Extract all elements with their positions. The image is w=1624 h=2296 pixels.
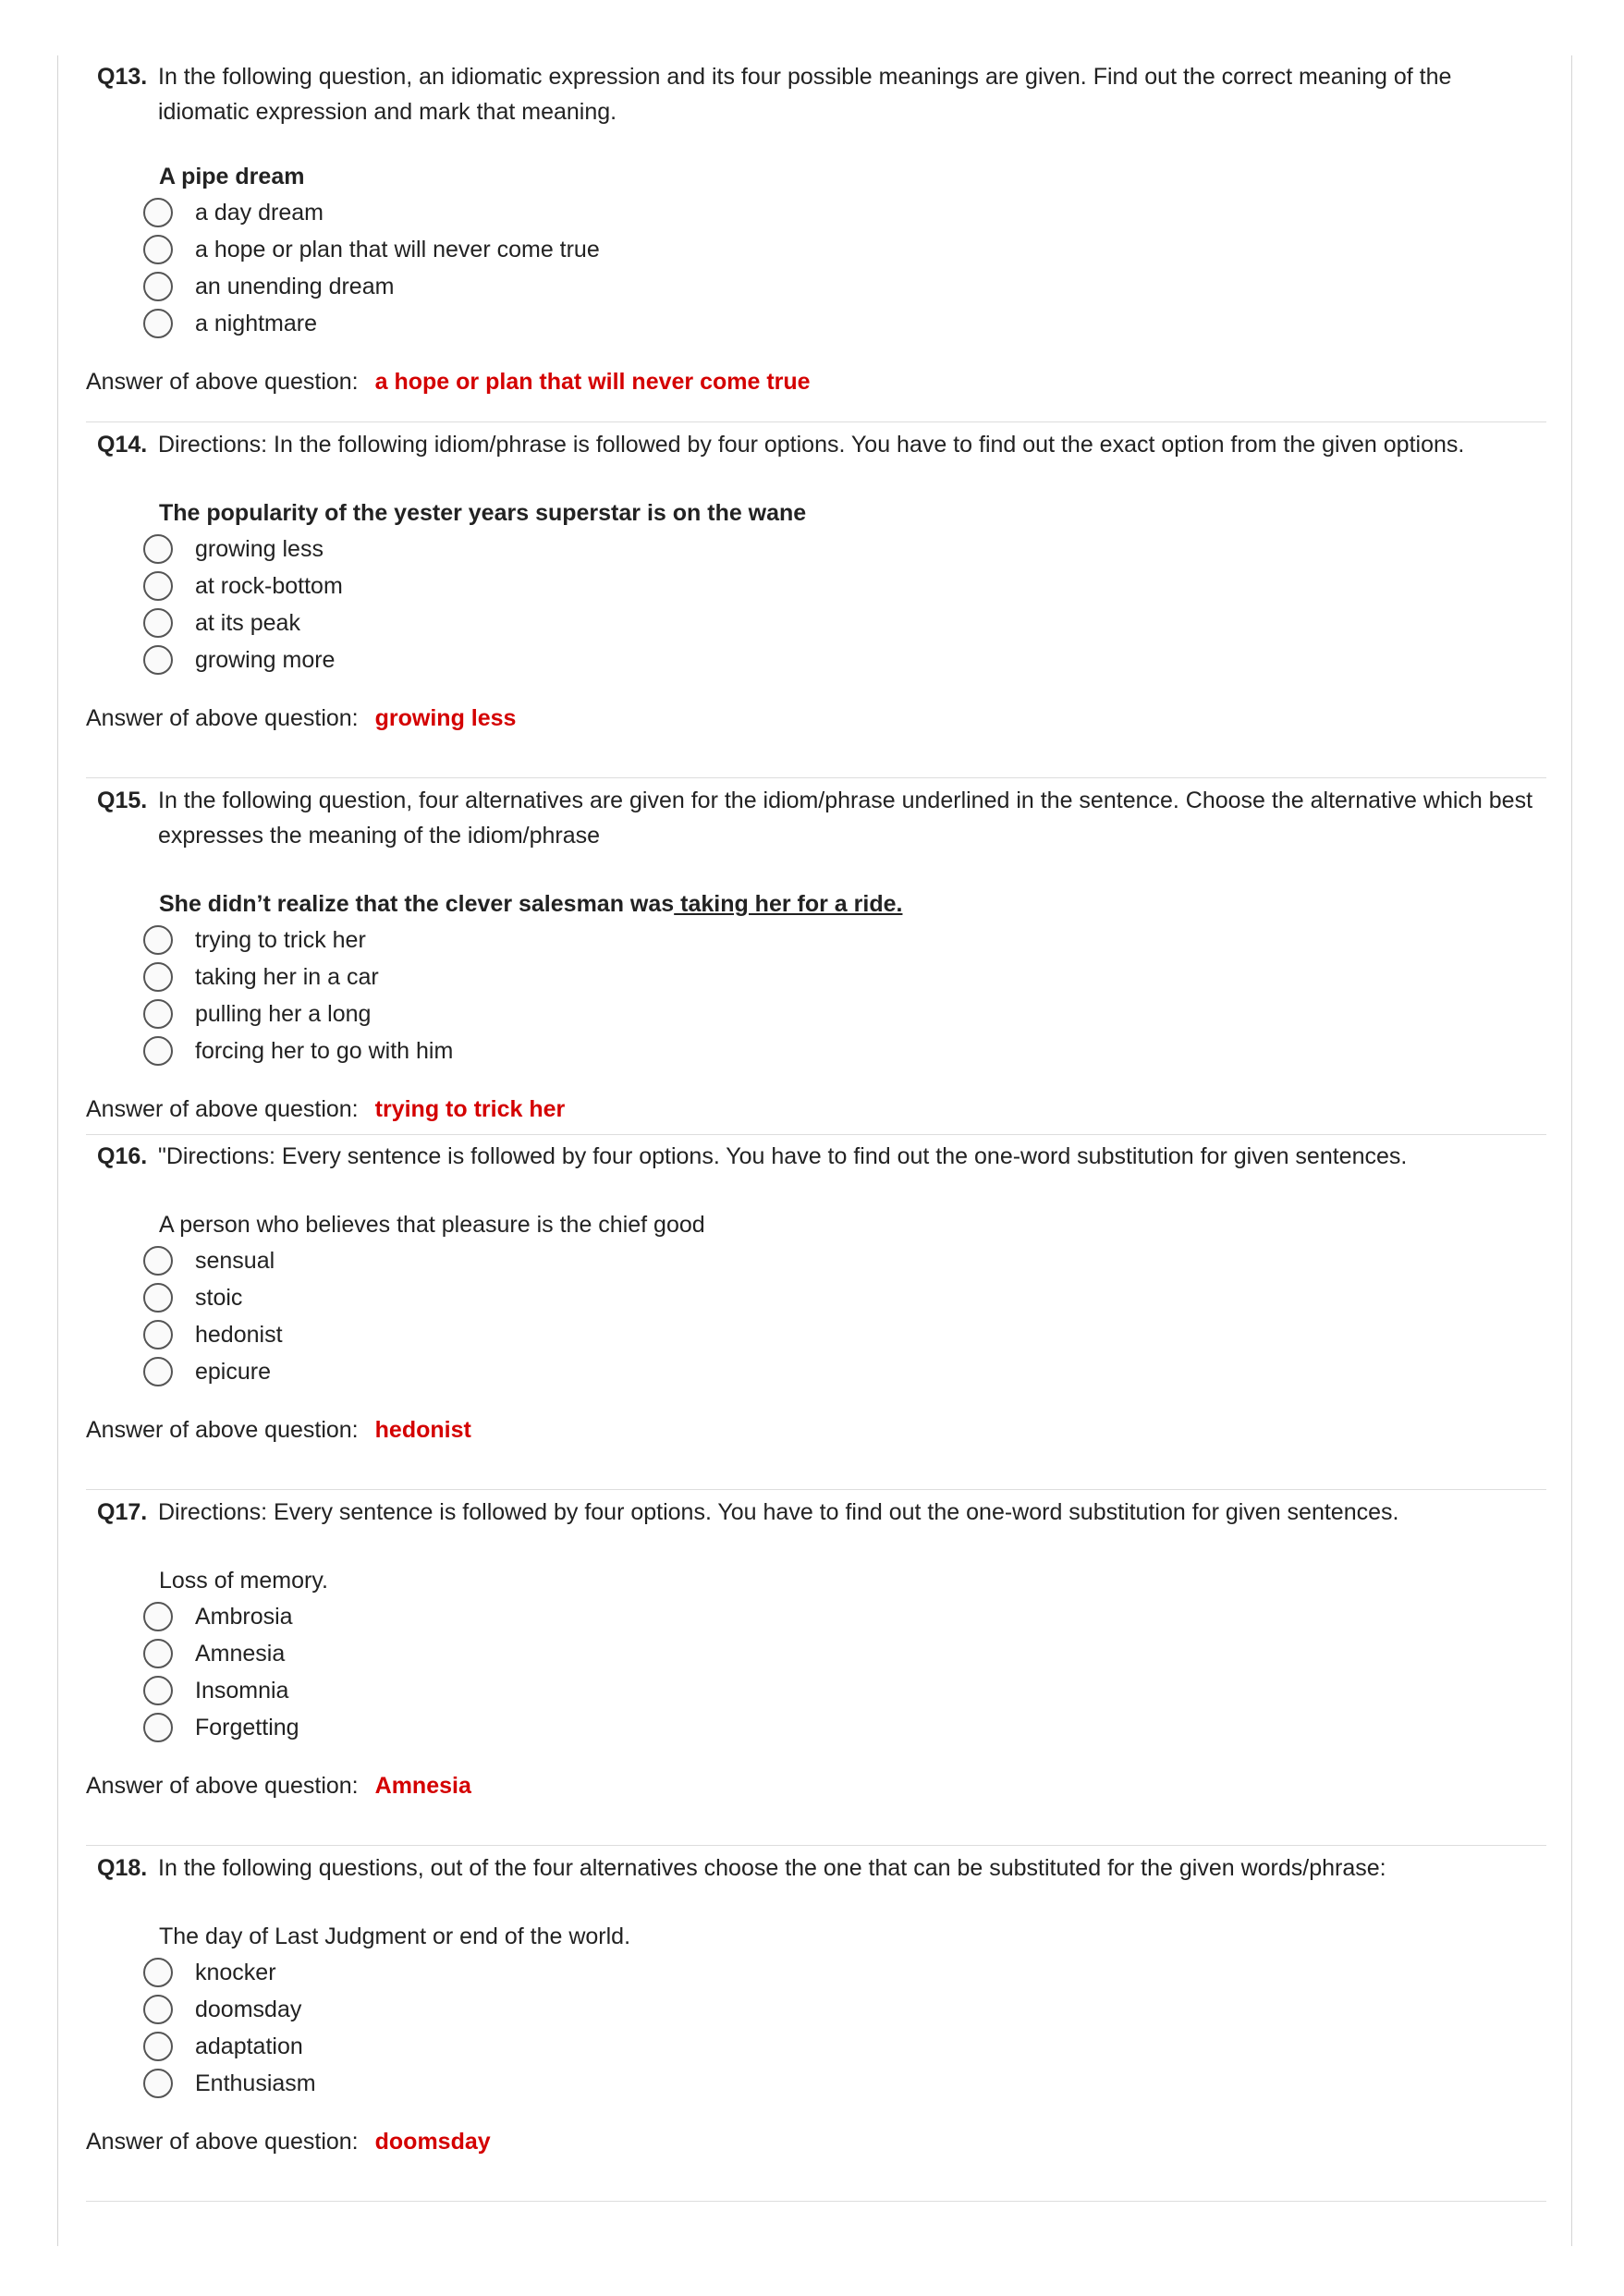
answer-label: Answer of above question: [86,1773,359,1799]
radio-button-icon[interactable] [143,272,173,301]
options-list [143,1598,299,1746]
answer-value: growing less [374,705,517,731]
option-2[interactable] [143,1635,299,1672]
radio-button-icon[interactable] [143,198,173,227]
option-2[interactable] [143,959,453,995]
answer-value: Amnesia [374,1773,471,1799]
option-label: Ambrosia [195,1603,293,1630]
question-stem: The popularity of the yester years superstar is on the wane [159,500,807,526]
radio-button-icon[interactable] [143,534,173,564]
question-text: In the following question, an idiomatic expression and its four possible meanings are given. Find out the correct meaning of the idiomatic expression and mark that meaning. [158,64,1452,125]
option-label: sensual [195,1247,275,1274]
radio-button-icon[interactable] [143,1283,173,1313]
question-list [86,55,1546,2203]
radio-button-icon[interactable] [143,925,173,955]
question-divider [86,777,1546,778]
option-3[interactable] [143,605,343,641]
option-4[interactable] [143,641,343,678]
page-frame-right [1571,55,1572,2246]
question-text: Directions: Every sentence is followed by four options. You have to find out the one-word substitution for given sentences. [158,1499,1399,1525]
option-label: Enthusiasm [195,2070,316,2096]
question-divider [86,1845,1546,1846]
option-4[interactable] [143,2065,316,2102]
answer-label: Answer of above question: [86,369,359,395]
question-18 [86,1847,1546,2203]
option-label: taking her in a car [195,963,379,990]
option-label: hedonist [195,1321,283,1348]
option-3[interactable] [143,268,600,305]
option-1[interactable] [143,1954,316,1991]
question-text: "Directions: Every sentence is followed by four options. You have to find out the one-word substitution for given sentences. [158,1143,1408,1169]
question-header [97,1850,1539,1886]
option-3[interactable] [143,2028,316,2065]
radio-button-icon[interactable] [143,309,173,338]
option-4[interactable] [143,1709,299,1746]
question-text: Directions: In the following idiom/phrase is followed by four options. You have to find out the exact option from the given options. [158,432,1465,458]
question-number: Q16. [97,1143,148,1169]
answer-line [86,701,516,736]
question-header [97,427,1539,462]
option-2[interactable] [143,231,600,268]
option-label: a nightmare [195,310,318,336]
question-number: Q17. [97,1499,148,1525]
radio-button-icon[interactable] [143,571,173,601]
question-header [97,1495,1539,1530]
radio-button-icon[interactable] [143,1036,173,1066]
answer-label: Answer of above question: [86,705,359,731]
answer-line [86,1768,471,1803]
question-header [97,59,1539,129]
option-label: doomsday [195,1996,302,2022]
answer-value: doomsday [374,2129,491,2155]
radio-button-icon[interactable] [143,1246,173,1276]
option-label: a hope or plan that will never come true [195,236,600,263]
option-3[interactable] [143,995,453,1032]
option-label: Amnesia [195,1640,286,1667]
stem-text: She didn’t realize that the clever salesman was [159,891,675,917]
radio-button-icon[interactable] [143,962,173,992]
radio-button-icon[interactable] [143,645,173,675]
option-label: Insomnia [195,1677,289,1704]
options-list [143,1954,316,2102]
radio-button-icon[interactable] [143,1713,173,1742]
option-label: growing less [195,535,324,562]
radio-button-icon[interactable] [143,2069,173,2098]
answer-value: trying to trick her [374,1096,566,1122]
option-label: stoic [195,1284,243,1311]
question-number: Q13. [97,64,148,90]
question-divider [86,421,1546,422]
radio-button-icon[interactable] [143,1602,173,1631]
radio-button-icon[interactable] [143,235,173,264]
option-4[interactable] [143,1032,453,1069]
options-list [143,531,343,678]
question-16 [86,1135,1546,1491]
option-label: growing more [195,646,336,673]
answer-value: a hope or plan that will never come true [374,369,811,395]
radio-button-icon[interactable] [143,999,173,1029]
option-label: pulling her a long [195,1000,372,1027]
option-2[interactable] [143,1991,316,2028]
question-text: In the following questions, out of the four alternatives choose the one that can be substituted for the given words/phrase: [158,1855,1386,1881]
question-number: Q14. [97,432,148,458]
option-2[interactable] [143,1279,283,1316]
option-label: adaptation [195,2033,303,2059]
options-list [143,194,600,342]
option-1[interactable] [143,194,600,231]
option-4[interactable] [143,305,600,342]
radio-button-icon[interactable] [143,2032,173,2061]
question-text: In the following question, four alternatives are given for the idiom/phrase underlined in the sentence. Choose the alternative which best expresses the meaning of the idiom/phrase [158,788,1533,849]
radio-button-icon[interactable] [143,1995,173,2024]
answer-line [86,2124,491,2159]
option-1[interactable] [143,531,343,568]
question-header [97,1139,1539,1174]
question-17 [86,1491,1546,1847]
option-label: epicure [195,1358,271,1385]
question-stem [159,886,902,922]
radio-button-icon[interactable] [143,1357,173,1386]
radio-button-icon[interactable] [143,1639,173,1668]
option-label: forcing her to go with him [195,1037,454,1064]
option-label: at its peak [195,609,300,636]
answer-value: hedonist [374,1417,471,1443]
question-13 [86,55,1546,423]
answer-line [86,364,811,399]
radio-button-icon[interactable] [143,1958,173,1987]
answer-line [86,1412,471,1447]
option-4[interactable] [143,1353,283,1390]
question-divider [86,2201,1546,2202]
question-stem: A pipe dream [159,164,305,189]
page-frame-left [57,55,58,2246]
question-15 [86,779,1546,1135]
radio-button-icon[interactable] [143,1676,173,1705]
option-label: knocker [195,1959,276,1985]
option-1[interactable] [143,1598,299,1635]
answer-label: Answer of above question: [86,1096,359,1122]
question-stem: The day of Last Judgment or end of the world. [159,1924,631,1949]
option-label: a day dream [195,199,324,226]
question-divider [86,1489,1546,1490]
option-label: at rock-bottom [195,572,343,599]
option-1[interactable] [143,922,453,959]
question-number: Q18. [97,1855,148,1881]
question-number: Q15. [97,788,148,813]
options-list [143,1242,283,1390]
question-stem: A person who believes that pleasure is the chief good [159,1212,705,1238]
question-14 [86,423,1546,779]
answer-label: Answer of above question: [86,1417,359,1443]
option-3[interactable] [143,1316,283,1353]
underlined-idiom: taking her for a ride. [674,891,903,917]
option-label: Forgetting [195,1714,299,1740]
question-stem: Loss of memory. [159,1568,328,1594]
answer-label: Answer of above question: [86,2129,359,2155]
answer-line [86,1092,565,1127]
options-list [143,922,453,1069]
option-label: an unending dream [195,273,395,299]
option-1[interactable] [143,1242,283,1279]
radio-button-icon[interactable] [143,1320,173,1350]
option-2[interactable] [143,568,343,605]
radio-button-icon[interactable] [143,608,173,638]
option-label: trying to trick her [195,926,366,953]
option-3[interactable] [143,1672,299,1709]
question-header [97,783,1539,853]
